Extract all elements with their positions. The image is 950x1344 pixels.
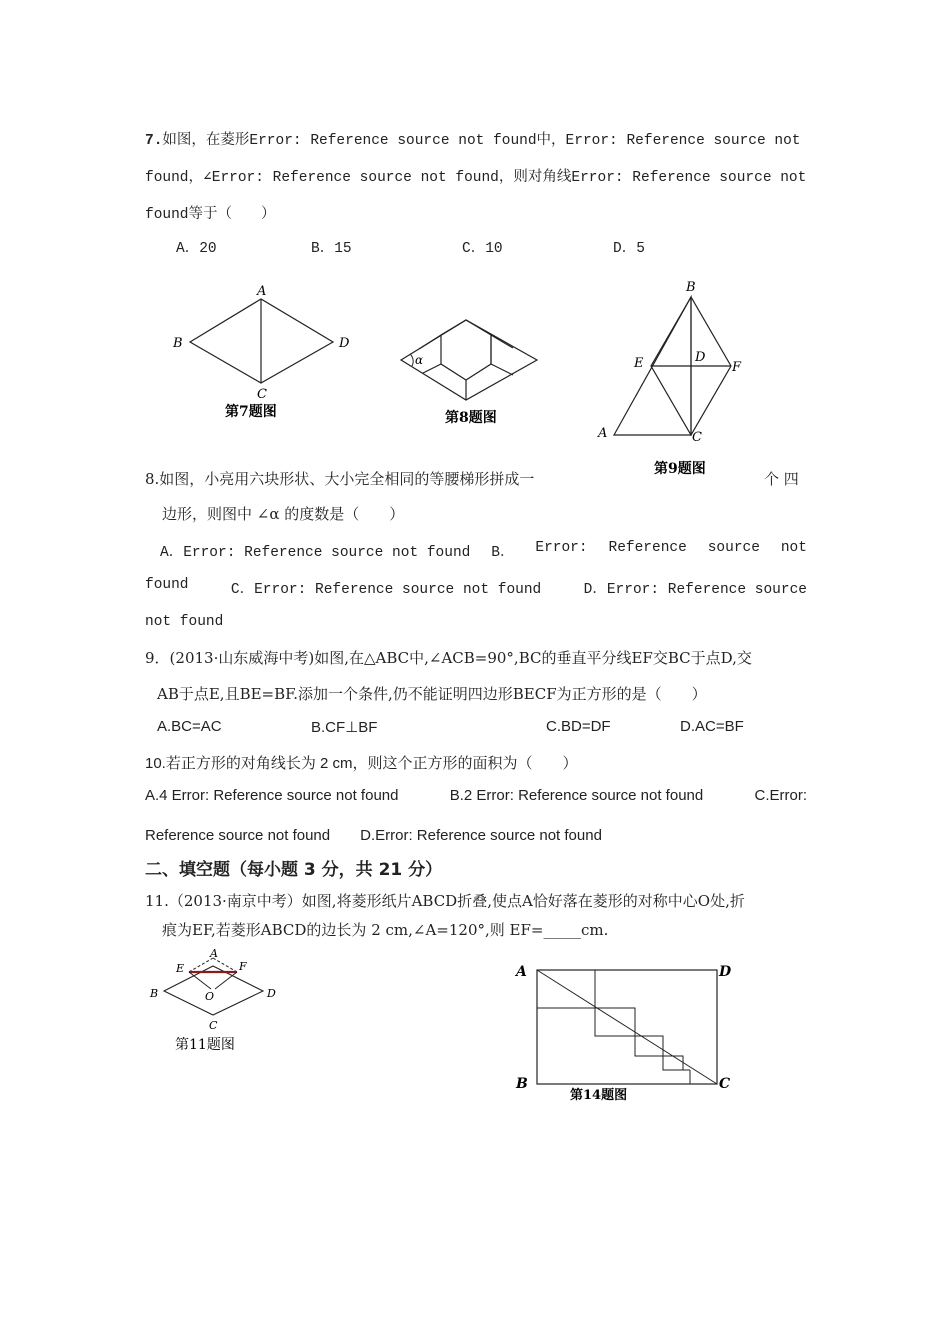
fig8-edge3 xyxy=(423,364,441,373)
q10-option-c-start: C.Error: xyxy=(754,787,807,804)
fig8-angle-arc xyxy=(410,354,413,366)
q9-line2: AB于点E,且BE=BF.添加一个条件,仍不能证明四边形BECF为正方形的是（ ） xyxy=(157,685,707,703)
fig9-label-b: B xyxy=(686,280,696,295)
q9-line1: 9．(2013·山东威海中考)如图,在△ABC中,∠ACB=90°,BC的垂直平分线EF交BC于点D,交 xyxy=(145,649,752,667)
fig14-sq3 xyxy=(635,1036,663,1056)
fig9-label-d: D xyxy=(695,350,706,365)
fig7-label-b: B xyxy=(173,336,183,351)
fig14-diagonal xyxy=(537,970,717,1084)
q8-option-b-end: found xyxy=(145,577,189,593)
fig7-label-d: D xyxy=(339,336,350,351)
q7-number: 7. xyxy=(145,133,163,149)
q7-text1: 如图，在菱形Error: Reference source not found中，Error: Reference source not xyxy=(162,133,801,149)
section-title: 二、填空题（每小题 3 分，共 21 分） xyxy=(145,860,443,880)
q7-option-b: B．15 xyxy=(311,241,352,257)
fig11-dash-left xyxy=(189,958,213,972)
fig11-label-a: A xyxy=(210,947,218,960)
q7-option-d: D．5 xyxy=(613,241,645,257)
fig8-edge4 xyxy=(491,364,513,375)
fig14-label-d: D xyxy=(719,964,732,980)
fig9-label-c: C xyxy=(692,430,702,445)
q8-option-b-label: B． xyxy=(491,545,515,561)
fig8-edge5 xyxy=(419,335,441,349)
q10-line1: 10.若正方形的对角线长为 2 cm，则这个正方形的面积为（ ） xyxy=(145,755,578,772)
fig8-edge6 xyxy=(491,335,513,348)
fig11-fold-right xyxy=(215,972,237,989)
fig9-label-f: F xyxy=(732,360,742,375)
fig14-label-c: C xyxy=(719,1076,731,1092)
q7-option-a: A．20 xyxy=(176,241,217,257)
q9-option-d: D.AC=BF xyxy=(680,718,744,735)
fig11-label-b: B xyxy=(150,987,159,1000)
q10-option-a: A.4 Error: Reference source not found xyxy=(145,787,399,804)
q8-option-b-w2: Reference xyxy=(608,540,687,556)
fig11-label-d: D xyxy=(267,987,276,1000)
fig9-caption: 第9题图 xyxy=(654,461,706,477)
q8-line2: 边形，则图中 ∠α 的度数是（ ） xyxy=(162,505,405,523)
q11-line2: 痕为EF,若菱形ABCD的边长为 2 cm,∠A=120°,则 EF=_____cm. xyxy=(162,921,609,939)
fig11-label-o: O xyxy=(205,990,215,1003)
q8-option-b-w3: source xyxy=(707,540,760,556)
q10-line2 xyxy=(145,787,807,804)
q8-line3 xyxy=(160,540,807,561)
fig9-label-e: E xyxy=(634,356,644,371)
q8-option-b-w4: not xyxy=(780,540,807,556)
fig8-caption: 第8题图 xyxy=(445,410,497,426)
q8-option-a: A．Error: Reference source not found xyxy=(160,545,471,561)
fig11-label-f: F xyxy=(239,960,247,973)
q8-option-b-w1: Error: xyxy=(535,540,588,556)
q9-option-a: A.BC=AC xyxy=(157,718,222,735)
q7-line2: found，∠Error: Reference source not found，则对角线Error: Reference source not xyxy=(145,170,807,186)
q8-line1-left: 8.如图，小亮用六块形状、大小完全相同的等腰梯形拼成一 xyxy=(145,470,535,488)
q10-line3: Reference source not found D.Error: Reference source not found xyxy=(145,827,602,844)
fig11-dash-right xyxy=(213,958,237,972)
q7-option-c: C．10 xyxy=(462,241,503,257)
fig11-caption: 第11题图 xyxy=(175,1037,235,1053)
fig7-label-a: A xyxy=(257,284,267,299)
fig14-label-b: B xyxy=(516,1076,528,1092)
q9-option-c: C.BD=DF xyxy=(546,718,611,735)
q8-option-c: C．Error: Reference source not found xyxy=(230,582,542,598)
q7-line1 xyxy=(145,128,807,149)
figure-9 xyxy=(590,275,760,480)
q9-option-b: B.CF⊥BF xyxy=(311,719,378,736)
figure-7 xyxy=(165,280,365,425)
fig8-alpha: α xyxy=(415,353,424,367)
figure-8 xyxy=(395,310,545,435)
fig14-sq4 xyxy=(663,1056,683,1070)
figure-11 xyxy=(145,945,285,1060)
fig8-hexagon xyxy=(441,320,491,380)
fig11-fold-left xyxy=(189,972,211,989)
fig11-label-e: E xyxy=(176,962,185,975)
fig7-label-c: C xyxy=(257,387,267,402)
figure-14 xyxy=(510,960,740,1105)
q8-option-d: D．Error: Reference source xyxy=(583,582,807,598)
q8-line4 xyxy=(145,577,807,598)
fig14-caption: 第14题图 xyxy=(570,1088,628,1103)
fig14-sq2 xyxy=(595,1008,635,1036)
fig7-caption: 第7题图 xyxy=(225,404,277,420)
q10-option-b: B.2 Error: Reference source not found xyxy=(449,787,704,804)
q8-line1-right: 个 四 xyxy=(764,470,799,488)
q11-line1: 11.（2013·南京中考）如图,将菱形纸片ABCD折叠,使点A恰好落在菱形的对称中心O处,折 xyxy=(145,892,745,910)
fig9-label-a: A xyxy=(598,426,608,441)
fig14-label-a: A xyxy=(516,964,527,980)
q8-line5: not found xyxy=(145,614,224,630)
fig11-label-c: C xyxy=(209,1019,218,1032)
q7-line3: found等于（ ） xyxy=(145,207,276,223)
